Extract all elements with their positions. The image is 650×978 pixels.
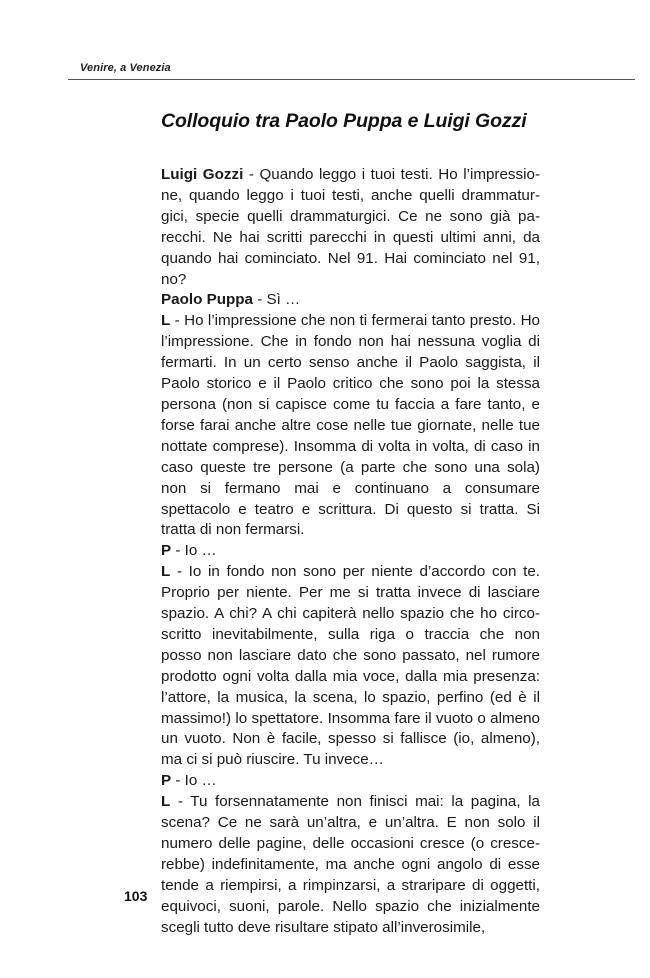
speaker-name: L — [161, 793, 171, 811]
dialogue-paragraph — [161, 290, 540, 311]
dialogue-body — [161, 165, 540, 939]
header-divider — [68, 79, 635, 80]
dialogue-paragraph — [161, 562, 540, 771]
dialogue-paragraph — [161, 165, 540, 290]
dialogue-paragraph — [161, 311, 540, 541]
paragraph-text: - Io … — [171, 772, 217, 790]
paragraph-text: - Io … — [171, 542, 217, 560]
speaker-name: P — [161, 542, 172, 560]
article-title: Colloquio tra Paolo Puppa e Luigi Gozzi — [161, 110, 527, 132]
speaker-name: L — [161, 563, 171, 581]
paragraph-text: - Ho l’impressione che non ti fermerai tanto presto. Ho l’impressione. Che in fondo non hai nessuna voglia di fermarti. In un certo senso anche il Paolo saggista, il Paolo storico e il Paolo critico che sono poi la stessa persona (non si capisce come tu faccia a fare tanto, e forse farai anche altre cose nelle tue giornate, nelle tue nottate comprese). Insomma di volta in volta, di caso in caso queste tre persone (a parte che sono una sola) non si fermano mai e continuano a consumare spettacolo e teatro e scrittura. Di questo si tratta. Si tratta di non fermarsi. — [161, 312, 540, 539]
running-header-title: Venire, a Venezia — [80, 62, 171, 74]
dialogue-paragraph — [161, 771, 540, 792]
paragraph-text: - Io in fondo non sono per niente d’accordo con te. Proprio per niente. Per me si tratta invece di lasciare spazio. A chi? A chi capiterà nello spazio che ho circoscritto inevitabilmente, sulla riga o traccia che non posso non lasciare dato che sono passato, nel rumore prodotto ogni volta dalla mia voce, dalla mia presenza: l’attore, la musica, la scena, lo spazio, perfino (ed è il massimo!) lo spettatore. Insomma fare il vuoto o almeno un vuoto. Non è facile, spesso si fallisce (io, almeno), ma ci si può riuscire. Tu invece… — [161, 563, 540, 769]
speaker-name: Luigi Gozzi — [161, 166, 244, 183]
dialogue-paragraph — [161, 541, 540, 562]
paragraph-text: - Sì … — [252, 291, 301, 309]
speaker-name: Paolo Puppa — [161, 291, 253, 309]
speaker-name: L — [161, 312, 171, 330]
paragraph-text: - Quando leggo i tuoi testi. Ho l’impressione, quando leggo i tuoi testi, anche quelli drammaturgici, specie quelli drammaturgici. Ce ne sono già parecchi. Ne hai scritti parecchi in questi ultimi anni, da quando hai cominciato. Nel 91. Hai cominciato nel 91, no? — [161, 166, 540, 288]
page-number: 103 — [124, 888, 148, 904]
speaker-name: P — [161, 772, 172, 790]
dialogue-paragraph — [161, 792, 540, 938]
paragraph-text: - Tu forsennatamente non finisci mai: la pagina, la scena? Ce ne sarà un’altra, e un’altra. E non solo il numero delle pagine, delle occasioni cresce (o crescerebbe) indefinitamente, ma anche ogni angolo di esse tende a riempirsi, a rimpinzarsi, a straripare di oggetti, equivoci, suoni, parole. Nello spazio che inizialmente scegli tutto deve risultare stipato all’inverosimile, — [161, 793, 540, 936]
